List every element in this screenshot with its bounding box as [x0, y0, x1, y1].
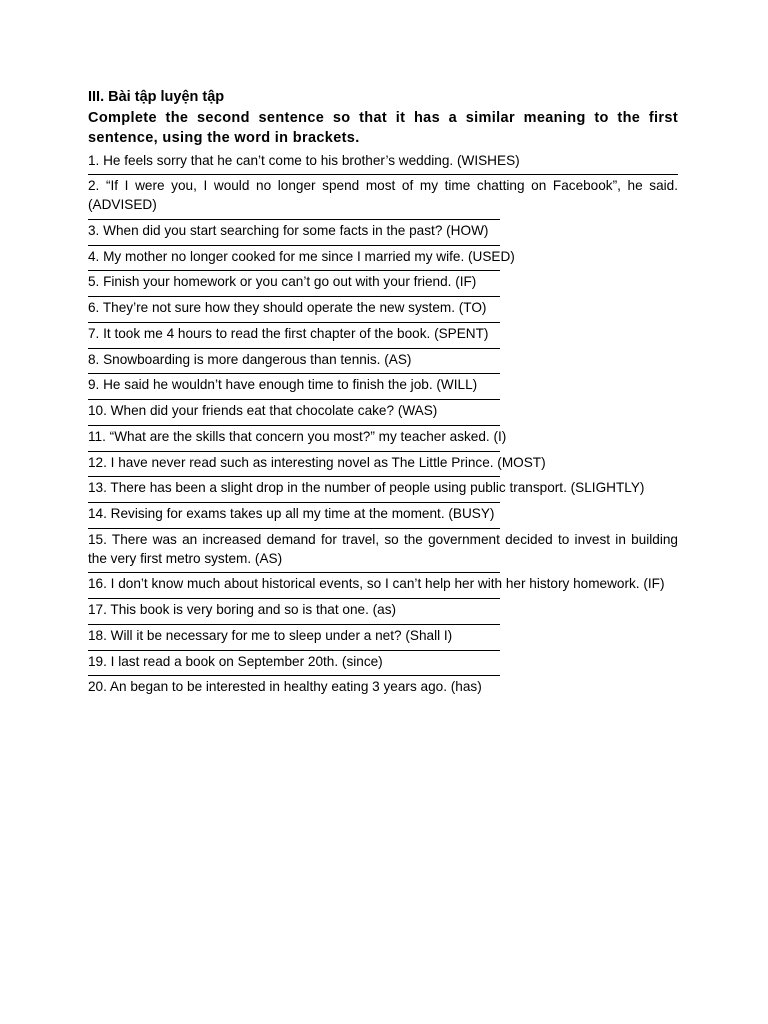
question-text: 18. Will it be necessary for me to sleep under a net? (Shall I) — [88, 627, 453, 643]
question-text: 15. There was an increased demand for travel, so the government decided to invest in building the very first metro system. (AS) — [88, 531, 678, 566]
question-item — [88, 376, 678, 400]
question-item — [88, 177, 678, 220]
answer-blank-line[interactable] — [88, 528, 500, 529]
question-item — [88, 152, 678, 176]
question-text: 9. He said he wouldn’t have enough time to finish the job. (WILL) — [88, 377, 478, 393]
question-text: 4. My mother no longer cooked for me since I married my wife. (USED) — [88, 248, 515, 264]
question-item — [88, 653, 678, 677]
question-item — [88, 351, 678, 375]
question-text: 13. There has been a slight drop in the number of people using public transport. (SLIGHTLY) — [88, 480, 645, 496]
question-item — [88, 479, 678, 503]
question-text: 8. Snowboarding is more dangerous than tennis. (AS) — [88, 351, 412, 367]
question-item — [88, 248, 678, 272]
question-item — [88, 222, 678, 246]
question-text: 14. Revising for exams takes up all my time at the moment. (BUSY) — [88, 506, 495, 522]
answer-blank-line[interactable] — [88, 598, 500, 599]
question-item — [88, 627, 678, 651]
question-text: 20. An began to be interested in healthy eating 3 years ago. (has) — [88, 679, 482, 695]
question-text: 3. When did you start searching for some facts in the past? (HOW) — [88, 222, 489, 238]
question-item — [88, 531, 678, 574]
question-text: 17. This book is very boring and so is that one. (as) — [88, 602, 397, 618]
question-text: 12. I have never read such as interesting novel as The Little Prince. (MOST) — [88, 454, 546, 470]
answer-blank-line[interactable] — [88, 296, 500, 297]
answer-blank-line[interactable] — [88, 270, 500, 271]
question-text: 10. When did your friends eat that chocolate cake? (WAS) — [88, 403, 438, 419]
question-text: 1. He feels sorry that he can’t come to his brother’s wedding. (WISHES) — [88, 152, 520, 168]
answer-blank-line[interactable] — [88, 476, 500, 477]
question-text: 7. It took me 4 hours to read the first chapter of the book. (SPENT) — [88, 325, 489, 341]
answer-blank-line[interactable] — [88, 572, 500, 573]
question-item — [88, 325, 678, 349]
answer-blank-line[interactable] — [88, 451, 500, 452]
question-item — [88, 402, 678, 426]
question-item — [88, 575, 678, 599]
question-text: 5. Finish your homework or you can’t go out with your friend. (IF) — [88, 274, 477, 290]
exercise-instruction: Complete the second sentence so that it has a similar meaning to the first sentence, using the word in brackets. — [88, 110, 678, 147]
answer-blank-line[interactable] — [88, 399, 500, 400]
question-text: 16. I don’t know much about historical events, so I can’t help her with her history homework. (IF) — [88, 576, 665, 592]
document-body — [88, 88, 678, 697]
answer-blank-line[interactable] — [88, 174, 678, 175]
answer-blank-line[interactable] — [88, 348, 500, 349]
answer-blank-line[interactable] — [88, 219, 500, 220]
question-list — [88, 152, 678, 698]
question-text: 2. “If I were you, I would no longer spend most of my time chatting on Facebook”, he said. (ADVISED) — [88, 178, 678, 213]
answer-blank-line[interactable] — [88, 675, 500, 676]
answer-blank-line[interactable] — [88, 624, 500, 625]
question-item — [88, 601, 678, 625]
question-item — [88, 273, 678, 297]
section-heading: III. Bài tập luyện tập — [88, 89, 225, 105]
answer-blank-line[interactable] — [88, 650, 500, 651]
answer-blank-line[interactable] — [88, 425, 500, 426]
question-text: 6. They’re not sure how they should operate the new system. (TO) — [88, 300, 487, 316]
question-text: 11. “What are the skills that concern you most?” my teacher asked. (I) — [88, 428, 507, 444]
answer-blank-line[interactable] — [88, 245, 500, 246]
question-item — [88, 505, 678, 529]
question-item — [88, 454, 678, 478]
answer-blank-line[interactable] — [88, 322, 500, 323]
answer-blank-line[interactable] — [88, 502, 500, 503]
question-item — [88, 428, 678, 452]
question-text: 19. I last read a book on September 20th. (since) — [88, 653, 383, 669]
question-item — [88, 299, 678, 323]
question-item — [88, 678, 678, 697]
answer-blank-line[interactable] — [88, 373, 500, 374]
